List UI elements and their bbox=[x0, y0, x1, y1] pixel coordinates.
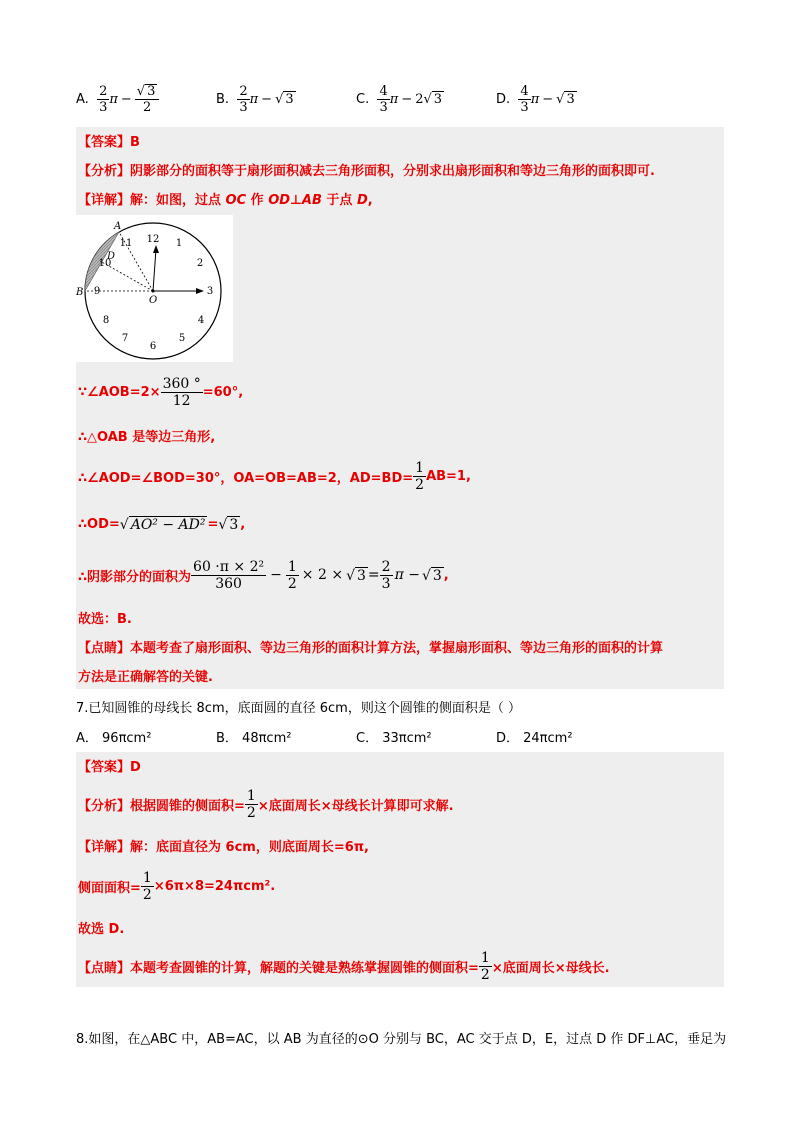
step3 bbox=[78, 456, 471, 496]
step2: ∴△OAB 是等边三角形, bbox=[78, 430, 216, 445]
radical-sign: √ bbox=[421, 567, 431, 584]
minus-sign: − bbox=[120, 91, 132, 107]
fraction bbox=[380, 560, 393, 591]
step-text: , bbox=[240, 516, 246, 532]
numerator bbox=[135, 84, 160, 100]
minute-hand-arrow bbox=[153, 245, 159, 253]
q7-option-a: A． 96πcm² bbox=[76, 731, 152, 746]
detail-var: OD⊥AB bbox=[268, 193, 322, 208]
pi-symbol: π − bbox=[394, 567, 420, 583]
detail-text: 作 bbox=[246, 193, 269, 208]
step-text: = bbox=[207, 516, 219, 532]
comment-q7 bbox=[78, 946, 610, 986]
step-text: ∴∠AOD=∠BOD=30°，OA=OB=AB=2，AD=BD= bbox=[78, 470, 414, 486]
denominator: 360 bbox=[215, 575, 242, 592]
pi-symbol: π bbox=[530, 91, 540, 107]
radicand: 3 bbox=[285, 92, 294, 107]
option-label: C. bbox=[356, 91, 370, 107]
clock-number-11: 11 bbox=[119, 238, 133, 249]
numerator: 1 bbox=[480, 949, 490, 966]
clock-number-5: 5 bbox=[178, 333, 186, 344]
numerator: 1 bbox=[246, 787, 256, 804]
radical-sign: √ bbox=[119, 516, 129, 533]
coefficient: 2 bbox=[415, 91, 424, 107]
detail-text: 【详解】解：如图，过点 bbox=[78, 193, 226, 208]
step5 bbox=[78, 553, 449, 597]
q7-option-c: C． 33πcm² bbox=[356, 731, 432, 746]
detail-var: OC bbox=[225, 193, 247, 208]
center-point bbox=[152, 290, 155, 293]
multiplication: × 2 × bbox=[301, 567, 344, 583]
step-text: ∴阴影部分的面积为 bbox=[78, 569, 192, 585]
denominator: 2 bbox=[287, 575, 297, 592]
denominator: 2 bbox=[246, 804, 256, 821]
detail-text: , bbox=[367, 193, 373, 208]
comment-text: 【点睛】本题考查圆锥的计算，解题的关键是熟练掌握圆锥的侧面积= bbox=[78, 960, 479, 976]
denominator: 3 bbox=[99, 99, 108, 115]
fraction bbox=[286, 560, 299, 591]
numerator: 4 bbox=[520, 83, 529, 99]
radical-sign: √ bbox=[346, 567, 355, 584]
sqrt bbox=[346, 567, 368, 584]
detail-var: D bbox=[356, 193, 368, 208]
radicand: 3 bbox=[147, 84, 156, 99]
step-text: =60°, bbox=[202, 384, 244, 400]
sqrt bbox=[120, 516, 208, 533]
option-label: B. bbox=[216, 91, 230, 107]
comment-text: ×底面周长×母线长. bbox=[491, 960, 610, 976]
numerator: 1 bbox=[142, 869, 152, 886]
option-label: D. bbox=[496, 91, 511, 107]
fraction bbox=[135, 84, 160, 114]
area-expression bbox=[191, 560, 444, 591]
comment-q6-line2: 方法是正确解答的关键. bbox=[78, 670, 213, 685]
option-a bbox=[76, 84, 159, 114]
fraction bbox=[245, 789, 258, 820]
numerator: 2 bbox=[239, 83, 248, 99]
fraction bbox=[377, 85, 389, 114]
analysis-text: 【分析】根据圆锥的侧面积= bbox=[78, 798, 245, 814]
denominator: 2 bbox=[480, 966, 490, 983]
fraction bbox=[141, 871, 154, 902]
step4 bbox=[78, 510, 245, 538]
clock-number-2: 2 bbox=[196, 258, 204, 269]
point-label-a: A bbox=[114, 221, 122, 232]
pi-symbol: π bbox=[389, 91, 399, 107]
fraction bbox=[518, 85, 530, 114]
fraction bbox=[237, 85, 249, 114]
denominator: 12 bbox=[172, 392, 191, 409]
point-label-d: D bbox=[107, 251, 116, 262]
area-text: 侧面面积= bbox=[78, 880, 141, 896]
answer-q7: 【答案】D bbox=[78, 760, 141, 775]
clock-diagram bbox=[76, 215, 233, 362]
clock-number-3: 3 bbox=[206, 286, 214, 297]
denominator: 3 bbox=[520, 99, 529, 115]
denominator: 3 bbox=[381, 575, 391, 592]
step-text: AB=1, bbox=[426, 468, 471, 484]
fraction bbox=[97, 85, 109, 114]
analysis-q7 bbox=[78, 784, 454, 824]
radicand: 3 bbox=[432, 567, 442, 584]
radical-sign: √ bbox=[275, 92, 284, 107]
area-text: ×6π×8=24πcm². bbox=[153, 878, 276, 894]
numerator: 1 bbox=[287, 558, 297, 575]
radical-sign: √ bbox=[136, 84, 146, 99]
question-7-stem: 7.已知圆锥的母线长 8cm，底面圆的直径 6cm，则这个圆锥的侧面积是（ ） bbox=[76, 701, 521, 716]
fraction bbox=[413, 461, 426, 492]
sqrt bbox=[275, 91, 296, 107]
minus-sign: − bbox=[261, 91, 273, 107]
step-text: , bbox=[443, 567, 449, 583]
numerator: 1 bbox=[415, 459, 425, 476]
clock-number-4: 4 bbox=[197, 315, 205, 326]
radical-sign: √ bbox=[218, 516, 228, 533]
radical-sign: √ bbox=[423, 92, 432, 107]
numerator: 2 bbox=[99, 83, 108, 99]
sqrt bbox=[556, 91, 577, 107]
hour-hand-arrow bbox=[196, 288, 204, 294]
step-text: ∴OD= bbox=[78, 516, 120, 532]
pi-symbol: π bbox=[109, 91, 118, 107]
detail-text: 于点 bbox=[321, 193, 357, 208]
minute-hand bbox=[153, 249, 156, 291]
clock-number-12: 12 bbox=[146, 234, 160, 245]
question-8-stem: 8.如图，在△ABC 中，AB=AC，以 AB 为直径的⊙O 分别与 BC，AC 交于点 D，E，过点 D 作 DF⊥AC，垂足为 bbox=[76, 1032, 727, 1047]
numerator: 60 ·π × 2² bbox=[193, 558, 265, 575]
analysis-q6: 【分析】阴影部分的面积等于扇形面积减去三角形面积，分别求出扇形面积和等边三角形的面积即可. bbox=[78, 164, 655, 179]
answer-q6: 【答案】B bbox=[78, 135, 140, 150]
option-c bbox=[356, 84, 444, 114]
clock-number-1: 1 bbox=[175, 238, 183, 249]
area-q7 bbox=[78, 866, 275, 906]
option-label: A. bbox=[76, 91, 89, 107]
radicand: 3 bbox=[566, 92, 575, 107]
radicand: 3 bbox=[356, 567, 366, 584]
pi-symbol: π bbox=[249, 91, 259, 107]
fraction bbox=[191, 560, 266, 591]
clock-number-9: 9 bbox=[93, 286, 101, 297]
radicand: 3 bbox=[433, 92, 443, 107]
q7-option-d: D． 24πcm² bbox=[496, 731, 573, 746]
step1 bbox=[78, 372, 243, 412]
choose-q6: 故选：B. bbox=[78, 612, 132, 627]
point-label-b: B bbox=[76, 287, 84, 298]
clock-number-6: 6 bbox=[149, 341, 157, 352]
denominator: 3 bbox=[239, 99, 248, 115]
fraction bbox=[161, 377, 203, 408]
minus-sign: − bbox=[542, 91, 554, 107]
denominator: 2 bbox=[142, 886, 152, 903]
q7-option-b: B． 48πcm² bbox=[216, 731, 292, 746]
clock-number-7: 7 bbox=[121, 333, 129, 344]
denominator: 3 bbox=[379, 99, 388, 115]
radical-sign: √ bbox=[556, 92, 565, 107]
detail-q6 bbox=[78, 189, 373, 208]
detail-q7: 【详解】解：底面直径为 6cm，则底面周长=6π, bbox=[78, 840, 369, 855]
point-label-o: O bbox=[149, 295, 158, 306]
clock-figure bbox=[76, 215, 233, 362]
option-b bbox=[216, 84, 296, 114]
sqrt bbox=[422, 567, 444, 584]
denominator: 2 bbox=[142, 100, 152, 115]
minus-sign: − bbox=[401, 91, 413, 107]
denominator: 2 bbox=[415, 476, 425, 493]
sqrt bbox=[218, 516, 240, 533]
fraction bbox=[479, 951, 492, 982]
clock-number-10: 10 bbox=[98, 258, 112, 269]
clock-number-8: 8 bbox=[102, 315, 110, 326]
numerator: 4 bbox=[379, 83, 388, 99]
step-text: ∵∠AOB=2× bbox=[78, 384, 161, 400]
comment-q6-line1: 【点睛】本题考查了扇形面积、等边三角形的面积计算方法，掌握扇形面积、等边三角形的面积的计算 bbox=[78, 641, 664, 656]
equals-sign: = bbox=[367, 567, 380, 583]
sqrt bbox=[424, 91, 445, 107]
option-d bbox=[496, 84, 577, 114]
numerator: 360 ° bbox=[162, 375, 201, 392]
radicand: 3 bbox=[229, 516, 239, 533]
numerator: 2 bbox=[381, 558, 391, 575]
sqrt bbox=[137, 84, 158, 98]
choose-q7: 故选 D. bbox=[78, 922, 125, 937]
minus-sign: − bbox=[270, 567, 282, 583]
radicand: AO² − AD² bbox=[130, 516, 206, 533]
analysis-text: ×底面周长×母线长计算即可求解. bbox=[257, 798, 454, 814]
